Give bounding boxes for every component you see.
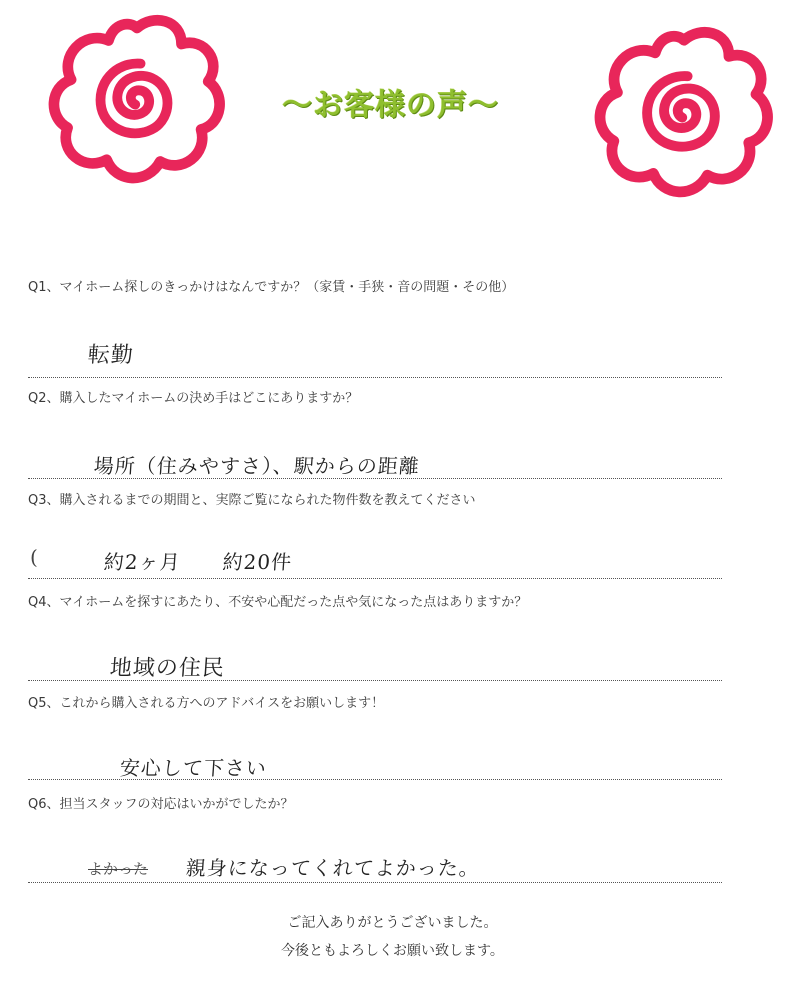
question-6: Q6、担当スタッフの対応はいかがでしたか？ [28, 797, 294, 812]
answer-5: 安心して下さい [119, 756, 268, 780]
answer-1: 転勤 [86, 343, 135, 368]
flower-decoration-left [48, 12, 226, 190]
question-4: Q4、マイホームを探すにあたり、不安や心配だった点や気になった点はありますか？ [28, 595, 528, 610]
answer-line-2 [28, 478, 722, 479]
footer-regards: 今後ともよろしくお願い致します。 [281, 943, 504, 959]
page-title: 〜お客様の声〜 [282, 88, 499, 123]
answer-line-1 [28, 377, 722, 378]
answer-3: 約2ヶ月 約20件 [103, 550, 293, 574]
answer-line-5 [28, 779, 722, 780]
answer-line-3 [28, 578, 722, 579]
question-5: Q5、これから購入される方へのアドバイスをお願いします！ [28, 696, 385, 711]
answer-6: 親身になってくれてよかった。 [185, 856, 481, 880]
question-1: Q1、マイホーム探しのきっかけはなんですか？（家賃・手狭・音の問題・その他） [28, 280, 515, 295]
answer-6-struck-text: よかった [88, 860, 149, 878]
answer-line-4 [28, 680, 722, 681]
footer-thanks: ご記入ありがとうございました。 [287, 915, 498, 931]
answer-2: 場所（住みやすさ）、駅からの距離 [93, 454, 421, 478]
question-3: Q3、購入されるまでの期間と、実際ご覧になられた物件数を教えてください [28, 493, 476, 508]
answer-line-6 [28, 882, 722, 883]
question-2: Q2、購入したマイホームの決め手はどこにありますか？ [28, 391, 359, 406]
flower-decoration-right [594, 24, 774, 204]
answer-3-mark: ( [30, 545, 38, 569]
answer-4: 地域の住民 [108, 656, 226, 681]
